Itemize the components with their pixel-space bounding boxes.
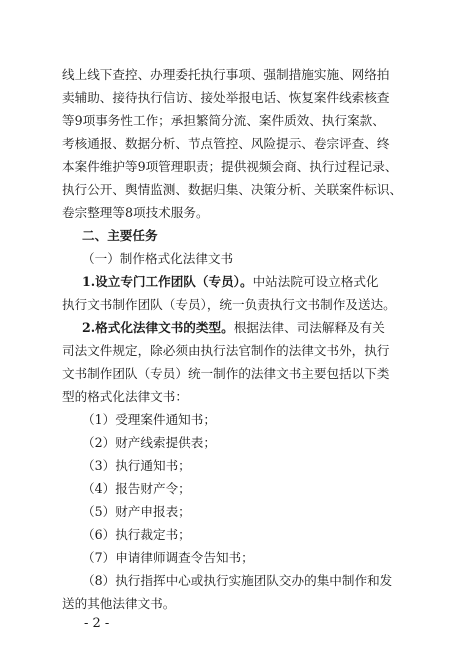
text-line: 执行文书制作团队（专员），统一负责执行文书制作及送达。 <box>62 297 396 312</box>
list-item: （4）报告财产令； <box>82 481 191 496</box>
item-text: 根据法律、司法解释及有关 <box>233 320 385 335</box>
text-line: 型的格式化法律文书： <box>62 389 188 404</box>
text-line: 本案件维护等9项管理职责；提供视频会商、执行过程记录、 <box>62 159 398 174</box>
list-item: （5）财产申报表； <box>82 504 191 519</box>
text-line: 考核通报、数据分析、节点管控、风险提示、卷宗评查、终 <box>62 136 390 151</box>
section-heading: 二、主要任务 <box>82 228 158 243</box>
text-line <box>0 317 459 339</box>
text-line: 执行公开、舆情监测、数据归集、决策分析、关联案件标识、 <box>62 182 403 197</box>
list-item: （7）申请律师调查令告知书； <box>82 550 254 565</box>
text-line <box>0 271 459 293</box>
text-line: 线上线下查控、办理委托执行事项、强制措施实施、网络拍 <box>62 67 390 82</box>
item-lead: 1.设立专门工作团队（专员）。 <box>82 274 253 289</box>
text-line: （8）执行指挥中心或执行实施团队交办的集中制作和发 <box>82 573 393 588</box>
text-line: 文书制作团队（专员）统一制作的法律文书主要包括以下类 <box>62 366 390 381</box>
list-item: （1）受理案件通知书； <box>82 412 216 427</box>
item-lead: 2.格式化法律文书的类型。 <box>82 320 234 335</box>
list-item: （3）执行通知书； <box>82 458 191 473</box>
text-line: 等9项事务性工作；承担繁简分流、案件质效、执行案款、 <box>62 113 385 128</box>
subsection-heading: （一）制作格式化法律文书 <box>82 251 234 266</box>
list-item: （6）执行裁定书； <box>82 527 191 542</box>
item-text: 中站法院可设立格式化 <box>252 274 379 289</box>
text-line: 司法文件规定，除必须由执行法官制作的法律文书外，执行 <box>62 343 390 358</box>
page-number: - 2 - <box>84 616 110 631</box>
text-line: 卷宗整理等8项技术服务。 <box>62 205 209 220</box>
list-item: （2）财产线索提供表； <box>82 435 216 450</box>
text-line: 卖辅助、接待执行信访、接处举报电话、恢复案件线索核查 <box>62 90 390 105</box>
text-line: 送的其他法律文书。 <box>62 596 176 611</box>
